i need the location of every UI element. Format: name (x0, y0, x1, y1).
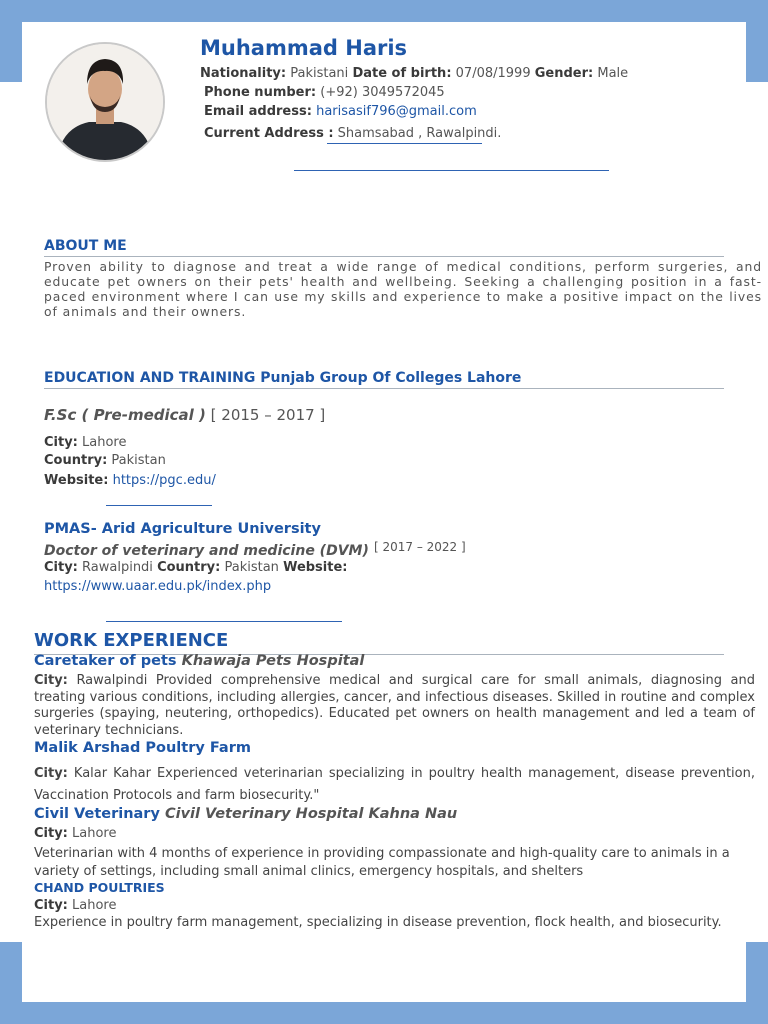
education-divider (44, 388, 724, 389)
job-4-title: CHAND POULTRIES (34, 880, 165, 895)
frame-right-top (746, 0, 768, 82)
personal-info-line (200, 66, 628, 81)
address-value: Shamsabad , Rawalpindi. (337, 126, 502, 141)
dvm-title (44, 540, 466, 559)
address-label: Current Address : (204, 126, 334, 141)
fsc-years: [ 2015 – 2017 ] (210, 406, 326, 424)
fsc-city-line (44, 435, 127, 450)
job-1-description (34, 673, 755, 739)
frame-top (0, 0, 768, 22)
job-4-city: Lahore (72, 898, 117, 913)
work-heading: WORK EXPERIENCE (34, 630, 229, 651)
address-underline (327, 143, 482, 144)
fsc-website-line (44, 473, 216, 488)
job-2-text: Kalar Kahar Experienced veterinarian specializing in poultry health management, disease prevention, Vaccination Protocols and farm biosecurity." (34, 766, 755, 803)
job-3-title (34, 806, 457, 822)
nationality-label: Nationality: (200, 66, 287, 81)
dvm-years: [ 2017 – 2022 ] (373, 540, 466, 554)
job-3-city: Lahore (72, 826, 117, 841)
education-end-divider (106, 621, 342, 622)
dob-value: 07/08/1999 (455, 66, 531, 81)
job-3-city-label: City: (34, 826, 68, 841)
frame-left-top (0, 0, 22, 82)
fsc-website-link[interactable]: https://pgc.edu/ (112, 473, 216, 488)
dob-label: Date of birth: (352, 66, 452, 81)
job-3-role: Civil Veterinary (34, 806, 160, 822)
about-text: Proven ability to diagnose and treat a wide range of medical conditions, perform surgeries, and educate pet owners on their pets' health and wellbeing. Seeking a challenging position in a fast-paced environment where I can use my skills and experience to make a positive impact on the lives of animals and their owners. (44, 259, 762, 319)
phone-label: Phone number: (204, 85, 317, 100)
gender-label: Gender: (534, 66, 594, 81)
email-label: Email address: (204, 104, 312, 119)
profile-photo (47, 44, 163, 160)
email-line (204, 104, 477, 119)
job-3-city-line (34, 826, 117, 841)
fsc-country: Pakistan (111, 453, 166, 468)
about-divider (44, 256, 724, 257)
job-3-description: Veterinarian with 4 months of experience in providing compassionate and high-quality care to animals in a variety of settings, including small animal clinics, emergency hospitals, and shelters (34, 846, 730, 879)
education-entry-divider (106, 505, 212, 506)
job-4-description: Experience in poultry farm management, specializing in disease prevention, flock health, and biosecurity. (34, 915, 722, 930)
university-name: PMAS- Arid Agriculture University (44, 521, 321, 537)
education-heading: EDUCATION AND TRAINING Punjab Group Of Colleges Lahore (44, 370, 522, 386)
dvm-degree: Doctor of veterinary and medicine (DVM) (44, 543, 369, 559)
frame-bottom (0, 1002, 768, 1024)
email-link[interactable]: harisasif796@gmail.com (316, 104, 477, 119)
fsc-city-label: City: (44, 435, 78, 450)
job-4-city-label: City: (34, 898, 68, 913)
fsc-country-label: Country: (44, 453, 108, 468)
nationality-value: Pakistani (290, 66, 349, 81)
dvm-city: Rawalpindi (82, 560, 153, 575)
dvm-city-label: City: (44, 560, 78, 575)
dvm-website-link[interactable]: https://www.uaar.edu.pk/index.php (44, 579, 272, 594)
fsc-country-line (44, 453, 166, 468)
phone-value: (+92) 3049572045 (320, 85, 445, 100)
candidate-name: Muhammad Haris (200, 36, 408, 60)
dvm-website-label: Website: (283, 560, 348, 575)
job-2-title: Malik Arshad Poultry Farm (34, 740, 251, 756)
avatar (45, 42, 165, 162)
about-heading: ABOUT ME (44, 238, 127, 254)
gender-value: Male (597, 66, 629, 81)
dvm-country-label: Country: (157, 560, 221, 575)
fsc-website-label: Website: (44, 473, 109, 488)
phone-line (204, 85, 445, 100)
dvm-country: Pakistan (224, 560, 279, 575)
fsc-degree: F.Sc ( Pre-medical ) (44, 406, 206, 424)
job-1-city-label: City: (34, 673, 68, 688)
header-divider (294, 170, 609, 171)
job-2-description (34, 763, 755, 807)
job-4-city-line (34, 898, 117, 913)
job-1-role: Caretaker of pets (34, 653, 177, 669)
fsc-city: Lahore (82, 435, 127, 450)
job-1-employer: Khawaja Pets Hospital (181, 653, 365, 669)
job-1-text: Rawalpindi Provided comprehensive medical and surgical care for small animals, diagnosing and treating various conditions, including allergies, cancer, and infectious diseases. Skilled in routine and complex surgeries (spaying, neutering, orthopedics). Educated pet owners on health management and led a team of veterinary technicians. (34, 673, 755, 738)
job-3-employer: Civil Veterinary Hospital Kahna Nau (164, 806, 458, 822)
job-1-title (34, 653, 364, 669)
address-line (204, 126, 501, 141)
job-2-city-label: City: (34, 766, 68, 781)
education-entry-1-title (44, 406, 325, 424)
dvm-location-line (44, 560, 348, 575)
